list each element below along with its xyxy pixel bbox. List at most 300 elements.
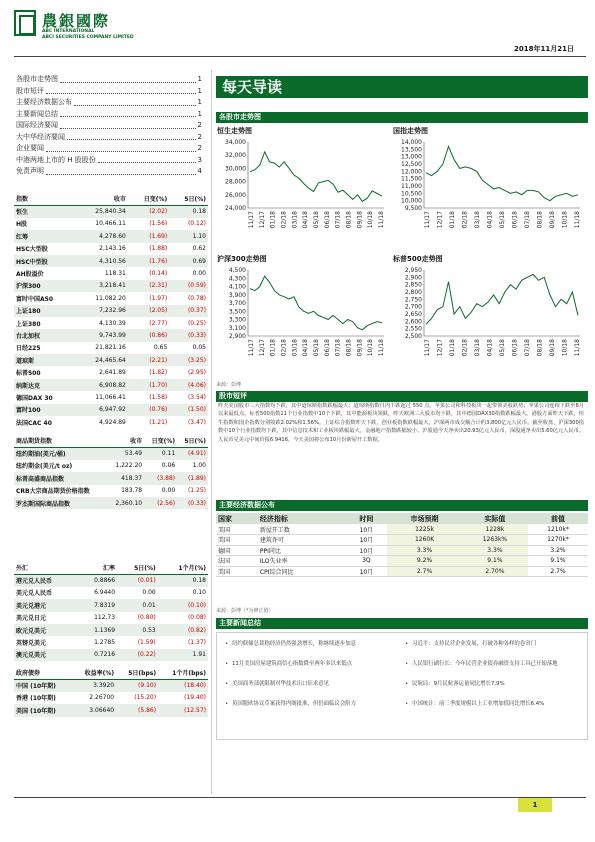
table-row (14, 243, 208, 255)
table-row (14, 636, 208, 648)
abci-logo-icon (14, 10, 36, 36)
chart-source: 来源：彭博 (216, 382, 242, 388)
y-tick-label: 34,000 (225, 139, 246, 146)
table-cell: 罗杰斯国际商品指数 (14, 497, 107, 509)
y-tick-label: 3,500 (228, 308, 246, 316)
table-cell: (5.86) (116, 704, 158, 716)
column-header: 商品期货指数 (14, 435, 107, 447)
y-tick-label: 2,900 (228, 333, 246, 340)
chart-title-csi300: 沪深300走势图 (217, 255, 267, 263)
table-cell: 0.53 (117, 624, 158, 636)
toc-item-page: 2 (197, 132, 202, 141)
table-row (14, 599, 208, 611)
x-tick-label: 02/18 (461, 339, 469, 357)
table-cell: 纳斯达克 (14, 379, 76, 391)
toc-item-title: 企业要闻 (16, 144, 44, 152)
x-tick-label: 02/18 (461, 211, 469, 229)
x-tick-label: 12/17 (258, 211, 266, 229)
news-item: • 美国商务部就限制对华技术出口征求意见 (225, 681, 393, 688)
y-tick-label: 2,700 (404, 303, 422, 311)
y-tick-label: 4,300 (228, 275, 246, 283)
table-cell: 3.3% (387, 545, 462, 556)
toc-leader (67, 132, 196, 141)
table-cell: 2,143.16 (99, 245, 126, 253)
y-tick-label: 10,500 (401, 190, 422, 198)
column-header: 指数 (14, 193, 76, 205)
news-item: • 11月美国房屋建筑商信心指数降至两年多以来低点 (225, 661, 393, 668)
table-header-row (14, 193, 208, 205)
bonds-grid (14, 667, 208, 717)
toc-item-title: 免责声明 (16, 167, 44, 175)
y-tick-label: 2,500 (404, 333, 422, 340)
toc-item[interactable] (16, 86, 202, 98)
x-tick-label: 12/17 (436, 211, 444, 229)
x-tick-label: 08/18 (345, 339, 353, 357)
y-tick-label: 2,750 (404, 296, 422, 304)
column-header: 经济指标 (258, 513, 345, 524)
sp500-line-chart (392, 266, 584, 372)
toc-leader (98, 155, 196, 164)
toc-item[interactable] (16, 74, 202, 86)
table-cell: 0.00 (192, 270, 206, 278)
table-row (14, 280, 208, 292)
header-divider (14, 56, 586, 57)
table-cell: (1.25) (187, 487, 206, 495)
market-comment-text: 昨天美国股市三大指数均下跌，其中道琼斯指数跌幅最大；道琼斯指数日内下跌超过 550 点。苹果公司和科技板块一起带领美股跌势；苹果公司连续下跌至8月以来最低点。标普500指数11个行业指数中10个下跌，其中能源板块领跌。昨天欧洲三大股市均下跌，其中德国DAX30指数跌幅最大。港股方面昨天下跌，恒生指数和国企指数分别收跌2.02%和1.56%。上证综合指数昨天下跌，创业板指数跌幅最大，沪深两市成交额合计约3,800亿元人民币。截至收盘，沪深300指数中10个行业指数均下跌，其中信息技术和工业板块跌幅最大，金融地产指数跌幅较小。沪股通今天净卖出20.93亿元人民币，深股通净卖出5.60亿元人民币。人民币兑美元中间价报6.9416，今天美国将公布10月份新屋开工数据。 (218, 403, 584, 443)
table-cell: 418.37 (107, 472, 144, 484)
toc-item-page: 2 (197, 121, 202, 129)
table-cell: (18.40) (158, 679, 208, 691)
table-row (14, 704, 208, 716)
x-tick-label: 04/18 (486, 339, 494, 357)
table-cell: 美国 (216, 535, 258, 546)
table-row (14, 692, 208, 704)
table-cell: 英镑兑美元 (16, 640, 47, 648)
x-tick-label: 12/17 (436, 339, 444, 357)
table-cell: (9.10) (116, 679, 158, 691)
y-tick-label: 14,000 (401, 139, 422, 146)
toc-leader (46, 143, 196, 152)
toc-leader (60, 74, 196, 83)
table-cell: (1.88) (149, 245, 168, 253)
column-header: 收市 (107, 435, 144, 447)
column-header: 政府债券 (14, 667, 72, 679)
toc-item[interactable] (16, 132, 202, 144)
table-cell: 上证380 (16, 320, 41, 328)
table-cell: (0.82) (158, 624, 208, 636)
table-cell: 0.05 (192, 344, 206, 352)
x-tick-label: 01/18 (449, 339, 456, 357)
table-cell: CRB大宗商品期货价格指数 (16, 488, 90, 496)
table-cell: (3.54) (187, 393, 206, 401)
x-tick-label: 06/18 (511, 211, 519, 229)
table-row (14, 230, 208, 242)
table-cell: HSC中型股 (14, 255, 76, 267)
table-cell: (2.21) (128, 354, 169, 366)
table-cell: 10月 (345, 545, 387, 556)
column-header: 时间 (345, 513, 387, 524)
table-cell: (1.76) (128, 255, 169, 267)
table-cell: 112.73 (94, 614, 116, 622)
toc-item-page: 3 (197, 155, 202, 164)
table-row (14, 354, 208, 366)
table-cell: (2.31) (128, 280, 169, 292)
table-cell: 1270k* (528, 535, 588, 546)
table-cell: 10月 (345, 535, 387, 546)
table-cell: H股 (16, 221, 28, 229)
table-cell: 2.26700 (89, 694, 115, 702)
y-tick-label: 2,550 (404, 325, 422, 333)
table-cell: 美元兑港元 (14, 599, 77, 611)
table-cell: 港元兑人民币 (14, 574, 77, 586)
x-tick-label: 10/18 (561, 339, 569, 357)
table-row (14, 329, 208, 341)
toc-item[interactable] (16, 97, 202, 109)
chart-title-sp500: 标普500走势图 (393, 255, 443, 263)
y-tick-label: 2,800 (404, 289, 422, 296)
table-cell: (0.33) (177, 497, 208, 509)
bonds-table (14, 667, 208, 717)
table-cell: 0.8866 (77, 574, 117, 586)
table-row (14, 267, 208, 279)
toc-item-page: 1 (197, 75, 202, 83)
section-news-header: 主要新闻总结 (216, 618, 588, 629)
table-row (14, 342, 208, 354)
csi300-line-chart (216, 266, 388, 372)
x-tick-label: 11/18 (378, 211, 385, 229)
series-line (426, 146, 578, 200)
x-tick-label: 11/17 (424, 339, 431, 357)
table-cell: 1225k (387, 524, 462, 535)
table-cell: 2,641.89 (99, 369, 126, 377)
table-cell: 4,310.56 (76, 255, 128, 267)
table-cell: 25,840.34 (76, 205, 128, 217)
table-of-contents (16, 74, 202, 178)
table-cell: CPI综合同比 (258, 566, 345, 577)
toc-item-page: 4 (197, 167, 202, 175)
table-cell: 0.01 (117, 599, 158, 611)
table-row (14, 612, 208, 624)
news-right-column (405, 641, 573, 721)
report-date: 2018年11月21日 (514, 45, 574, 53)
table-cell: (15.20) (134, 694, 157, 702)
table-cell: 9.1% (528, 556, 588, 567)
table-cell: HSC大型股 (16, 246, 48, 254)
table-cell: 9.2% (387, 556, 462, 567)
table-row (14, 205, 208, 217)
table-cell: (0.14) (149, 270, 168, 278)
table-cell: 1,222.20 (115, 462, 143, 470)
toc-item-page: 1 (197, 109, 202, 118)
table-row (14, 472, 208, 484)
hscei-line-chart (392, 138, 584, 244)
news-item: • 习近平：支持民营企业发展，打破各种各样的卷帘门 (405, 641, 573, 648)
table-row (216, 545, 588, 556)
page-header (14, 8, 584, 52)
toc-item[interactable] (16, 143, 202, 155)
column-header: 日变(%) (128, 193, 169, 205)
x-tick-label: 07/18 (334, 211, 342, 229)
toc-leader (46, 166, 196, 175)
x-tick-label: 02/18 (280, 339, 288, 357)
x-tick-label: 11/17 (248, 211, 255, 229)
toc-leader (74, 97, 196, 106)
table-cell: 2.70% (462, 566, 528, 577)
table-cell: (0.25) (187, 319, 206, 327)
x-tick-label: 09/18 (549, 211, 556, 229)
logo-company-name: ABCI SECURITIES COMPANY LIMITED (42, 35, 134, 40)
y-tick-label: 12,000 (401, 168, 422, 176)
indices-grid (14, 193, 208, 428)
section-comment-header: 股市短评 (216, 391, 588, 402)
table-cell: (0.86) (128, 329, 169, 341)
table-cell: (0.33) (169, 329, 208, 341)
table-cell: (1.59) (137, 639, 156, 647)
table-cell: 10月 (345, 566, 387, 577)
table-row (216, 535, 588, 546)
table-row (14, 460, 208, 472)
table-row (14, 416, 208, 428)
y-tick-label: 11,500 (401, 175, 422, 183)
table-row (14, 317, 208, 329)
toc-item[interactable] (16, 155, 202, 167)
page-title: 每天导读 (216, 76, 588, 98)
table-cell: 0.18 (169, 205, 208, 217)
page-number: 1 (518, 798, 552, 812)
table-cell: 2,360.10 (107, 497, 144, 509)
table-cell: (0.08) (187, 614, 206, 622)
toc-item-title: 主要新闻总结 (16, 109, 58, 118)
table-cell: (1.21) (149, 418, 168, 426)
table-cell: (2.56) (144, 497, 177, 509)
logo-chinese-name: 農銀國際 (42, 12, 111, 30)
x-tick-label: 01/18 (449, 211, 456, 229)
econ-source: 来源：彭博（*为修正值） (216, 608, 274, 614)
table-cell: 4,278.60 (76, 230, 128, 242)
section-charts-header: 各股市走势图 (216, 112, 588, 123)
table-cell: 9,743.99 (76, 329, 128, 341)
table-cell: (1.82) (149, 369, 168, 377)
y-tick-label: 26,000 (225, 191, 246, 199)
commodities-grid (14, 435, 208, 509)
table-cell: 3.3% (462, 545, 528, 556)
table-cell: 上证180 (14, 305, 76, 317)
table-header-row (14, 667, 208, 679)
table-row (14, 485, 208, 497)
indices-table (14, 193, 208, 428)
table-cell: 1.1369 (77, 624, 117, 636)
toc-item[interactable] (16, 120, 202, 132)
table-cell: 新屋开工数 (258, 524, 345, 535)
y-tick-label: 13,000 (401, 153, 422, 161)
x-tick-label: 08/18 (536, 211, 544, 229)
news-item: • 人民银行副行长：今年民营企业债券融资支持工具已开始落地 (405, 661, 573, 668)
x-tick-label: 11/18 (378, 339, 385, 357)
table-cell: 4,130.39 (99, 319, 126, 327)
table-row (14, 587, 208, 599)
table-row (14, 391, 208, 403)
toc-item[interactable] (16, 166, 202, 178)
y-tick-label: 11,000 (401, 183, 422, 190)
y-tick-label: 9,500 (404, 205, 422, 212)
y-tick-label: 24,000 (225, 205, 246, 212)
table-cell: 欧元兑美元 (14, 624, 77, 636)
table-cell: 6,947.92 (76, 404, 128, 416)
table-cell: 118.31 (104, 270, 126, 278)
column-header: 收市 (76, 193, 128, 205)
table-cell: (0.10) (158, 599, 208, 611)
x-tick-label: 08/18 (345, 211, 353, 229)
table-cell: (3.25) (169, 354, 208, 366)
x-tick-label: 04/18 (302, 211, 310, 229)
column-header: 日变(%) (144, 435, 177, 447)
table-cell: 0.10 (192, 589, 206, 597)
y-tick-label: 3,100 (228, 324, 246, 332)
table-cell: 3.06640 (72, 704, 116, 716)
table-cell: (0.01) (117, 574, 158, 586)
table-cell: (1.58) (149, 393, 168, 401)
table-cell: 富时中国A50 (16, 295, 53, 303)
table-cell: AH股溢价 (16, 271, 44, 279)
table-cell: 澳元兑美元 (14, 649, 77, 661)
table-cell: 6.9440 (94, 589, 116, 597)
toc-leader (46, 86, 196, 95)
toc-item-title: 股市短评 (16, 86, 44, 95)
toc-item-title: 国际经济要闻 (16, 121, 58, 129)
table-header-row (216, 513, 588, 524)
x-tick-label: 05/18 (499, 211, 506, 229)
table-row (14, 305, 208, 317)
y-tick-label: 13,500 (401, 146, 422, 154)
x-tick-label: 05/18 (313, 339, 320, 357)
table-cell: 6,908.82 (76, 379, 128, 391)
y-tick-label: 32,000 (225, 152, 246, 160)
chart-title-hsi: 恒生走势图 (217, 127, 252, 135)
x-tick-label: 07/18 (524, 339, 531, 357)
table-cell: 标普500 (16, 370, 41, 378)
table-cell: (0.37) (169, 305, 208, 317)
table-cell: 中国 (10年期) (14, 679, 72, 691)
toc-item-title: 中港两地上市的 H 股股份 (16, 155, 96, 164)
table-cell: 德国 (216, 545, 258, 556)
table-cell: (1.37) (187, 639, 206, 647)
table-cell: 美国 (10年期) (14, 704, 72, 716)
table-cell: 沪深300 (14, 280, 76, 292)
table-cell: (0.12) (187, 220, 206, 228)
table-cell: 0.65 (153, 344, 168, 352)
table-cell: (1.69) (128, 230, 169, 242)
x-tick-label: 01/18 (269, 339, 277, 357)
news-item: • 纽约联储总裁称经济仍然强劲增长，称继续逐步加息 (225, 641, 393, 648)
econ-grid (216, 513, 588, 577)
table-cell: 日经225 (16, 345, 41, 353)
x-tick-label: 11/18 (574, 211, 581, 229)
table-row (14, 624, 208, 636)
table-cell: 7.8319 (77, 599, 117, 611)
x-tick-label: 03/18 (474, 211, 481, 229)
table-row (216, 524, 588, 535)
table-cell: (0.80) (137, 614, 156, 622)
y-tick-label: 2,850 (404, 281, 422, 289)
table-cell: 1.91 (158, 649, 208, 661)
hsi-line-chart (216, 138, 388, 244)
table-row (14, 379, 208, 391)
news-item: • 英国脱欧协议草案获得内阁批准，但仍面临议会阻力 (225, 701, 393, 708)
toc-leader (60, 120, 196, 129)
table-cell: 富时100 (14, 404, 76, 416)
y-tick-label: 3,300 (228, 316, 246, 324)
series-line (250, 152, 382, 202)
x-tick-label: 05/18 (313, 211, 320, 229)
x-tick-label: 09/18 (356, 339, 364, 357)
table-cell: 11,066.41 (95, 393, 126, 401)
x-tick-label: 01/18 (269, 211, 277, 229)
table-cell: 1210k* (528, 524, 588, 535)
news-item: • 中国统计：前三季度规模以上工业增加值同比增长6.4% (405, 701, 573, 708)
x-tick-label: 08/18 (536, 339, 544, 357)
column-header: 市场预期 (387, 513, 462, 524)
table-row (14, 255, 208, 267)
table-row (14, 292, 208, 304)
table-row (216, 566, 588, 577)
x-tick-label: 11/18 (574, 339, 581, 357)
table-cell: 3,218.41 (76, 280, 128, 292)
y-tick-label: 2,950 (404, 267, 422, 274)
y-tick-label: 3,700 (228, 300, 246, 307)
table-cell: 0.00 (142, 589, 156, 597)
table-cell: PPI同比 (258, 545, 345, 556)
column-header: 1个月(%) (158, 562, 208, 574)
column-header: 5日(bps) (116, 667, 158, 679)
x-tick-label: 10/18 (367, 339, 375, 357)
y-tick-label: 10,000 (401, 197, 422, 205)
table-cell: (0.59) (169, 280, 208, 292)
table-cell: (0.78) (187, 294, 206, 302)
x-tick-label: 12/17 (258, 339, 266, 357)
table-cell: (1.56) (149, 220, 168, 228)
table-row (14, 447, 208, 459)
x-tick-label: 09/18 (356, 211, 364, 229)
table-cell: 道琼斯 (14, 354, 76, 366)
table-cell: 红筹 (14, 230, 76, 242)
x-tick-label: 06/18 (511, 339, 519, 357)
table-cell: 美国 (216, 566, 258, 577)
toc-item[interactable] (16, 109, 202, 121)
column-header: 5日(%) (117, 562, 158, 574)
y-tick-label: 12,500 (401, 161, 422, 168)
table-cell: 法国 (216, 556, 258, 567)
table-cell: (1.50) (169, 404, 208, 416)
table-cell: 1228k (462, 524, 528, 535)
table-header-row (14, 435, 208, 447)
toc-item-page: 2 (197, 144, 202, 152)
x-tick-label: 05/18 (499, 339, 506, 357)
column-header: 汇率 (77, 562, 117, 574)
table-cell: (12.57) (158, 704, 208, 716)
table-cell: 标普高盛商品指数 (14, 472, 107, 484)
column-header: 5日(%) (169, 193, 208, 205)
table-cell: 10月 (345, 524, 387, 535)
table-cell: 3.2% (528, 545, 588, 556)
table-cell: 1.10 (169, 230, 208, 242)
toc-item-title: 大中华经济要闻 (16, 132, 65, 141)
column-header: 前值 (528, 513, 588, 524)
econ-data-table (216, 513, 588, 577)
table-cell: (2.77) (149, 319, 168, 327)
table-row (14, 366, 208, 378)
chart-title-hscei: 国指走势图 (393, 127, 428, 135)
x-tick-label: 10/18 (367, 211, 375, 229)
